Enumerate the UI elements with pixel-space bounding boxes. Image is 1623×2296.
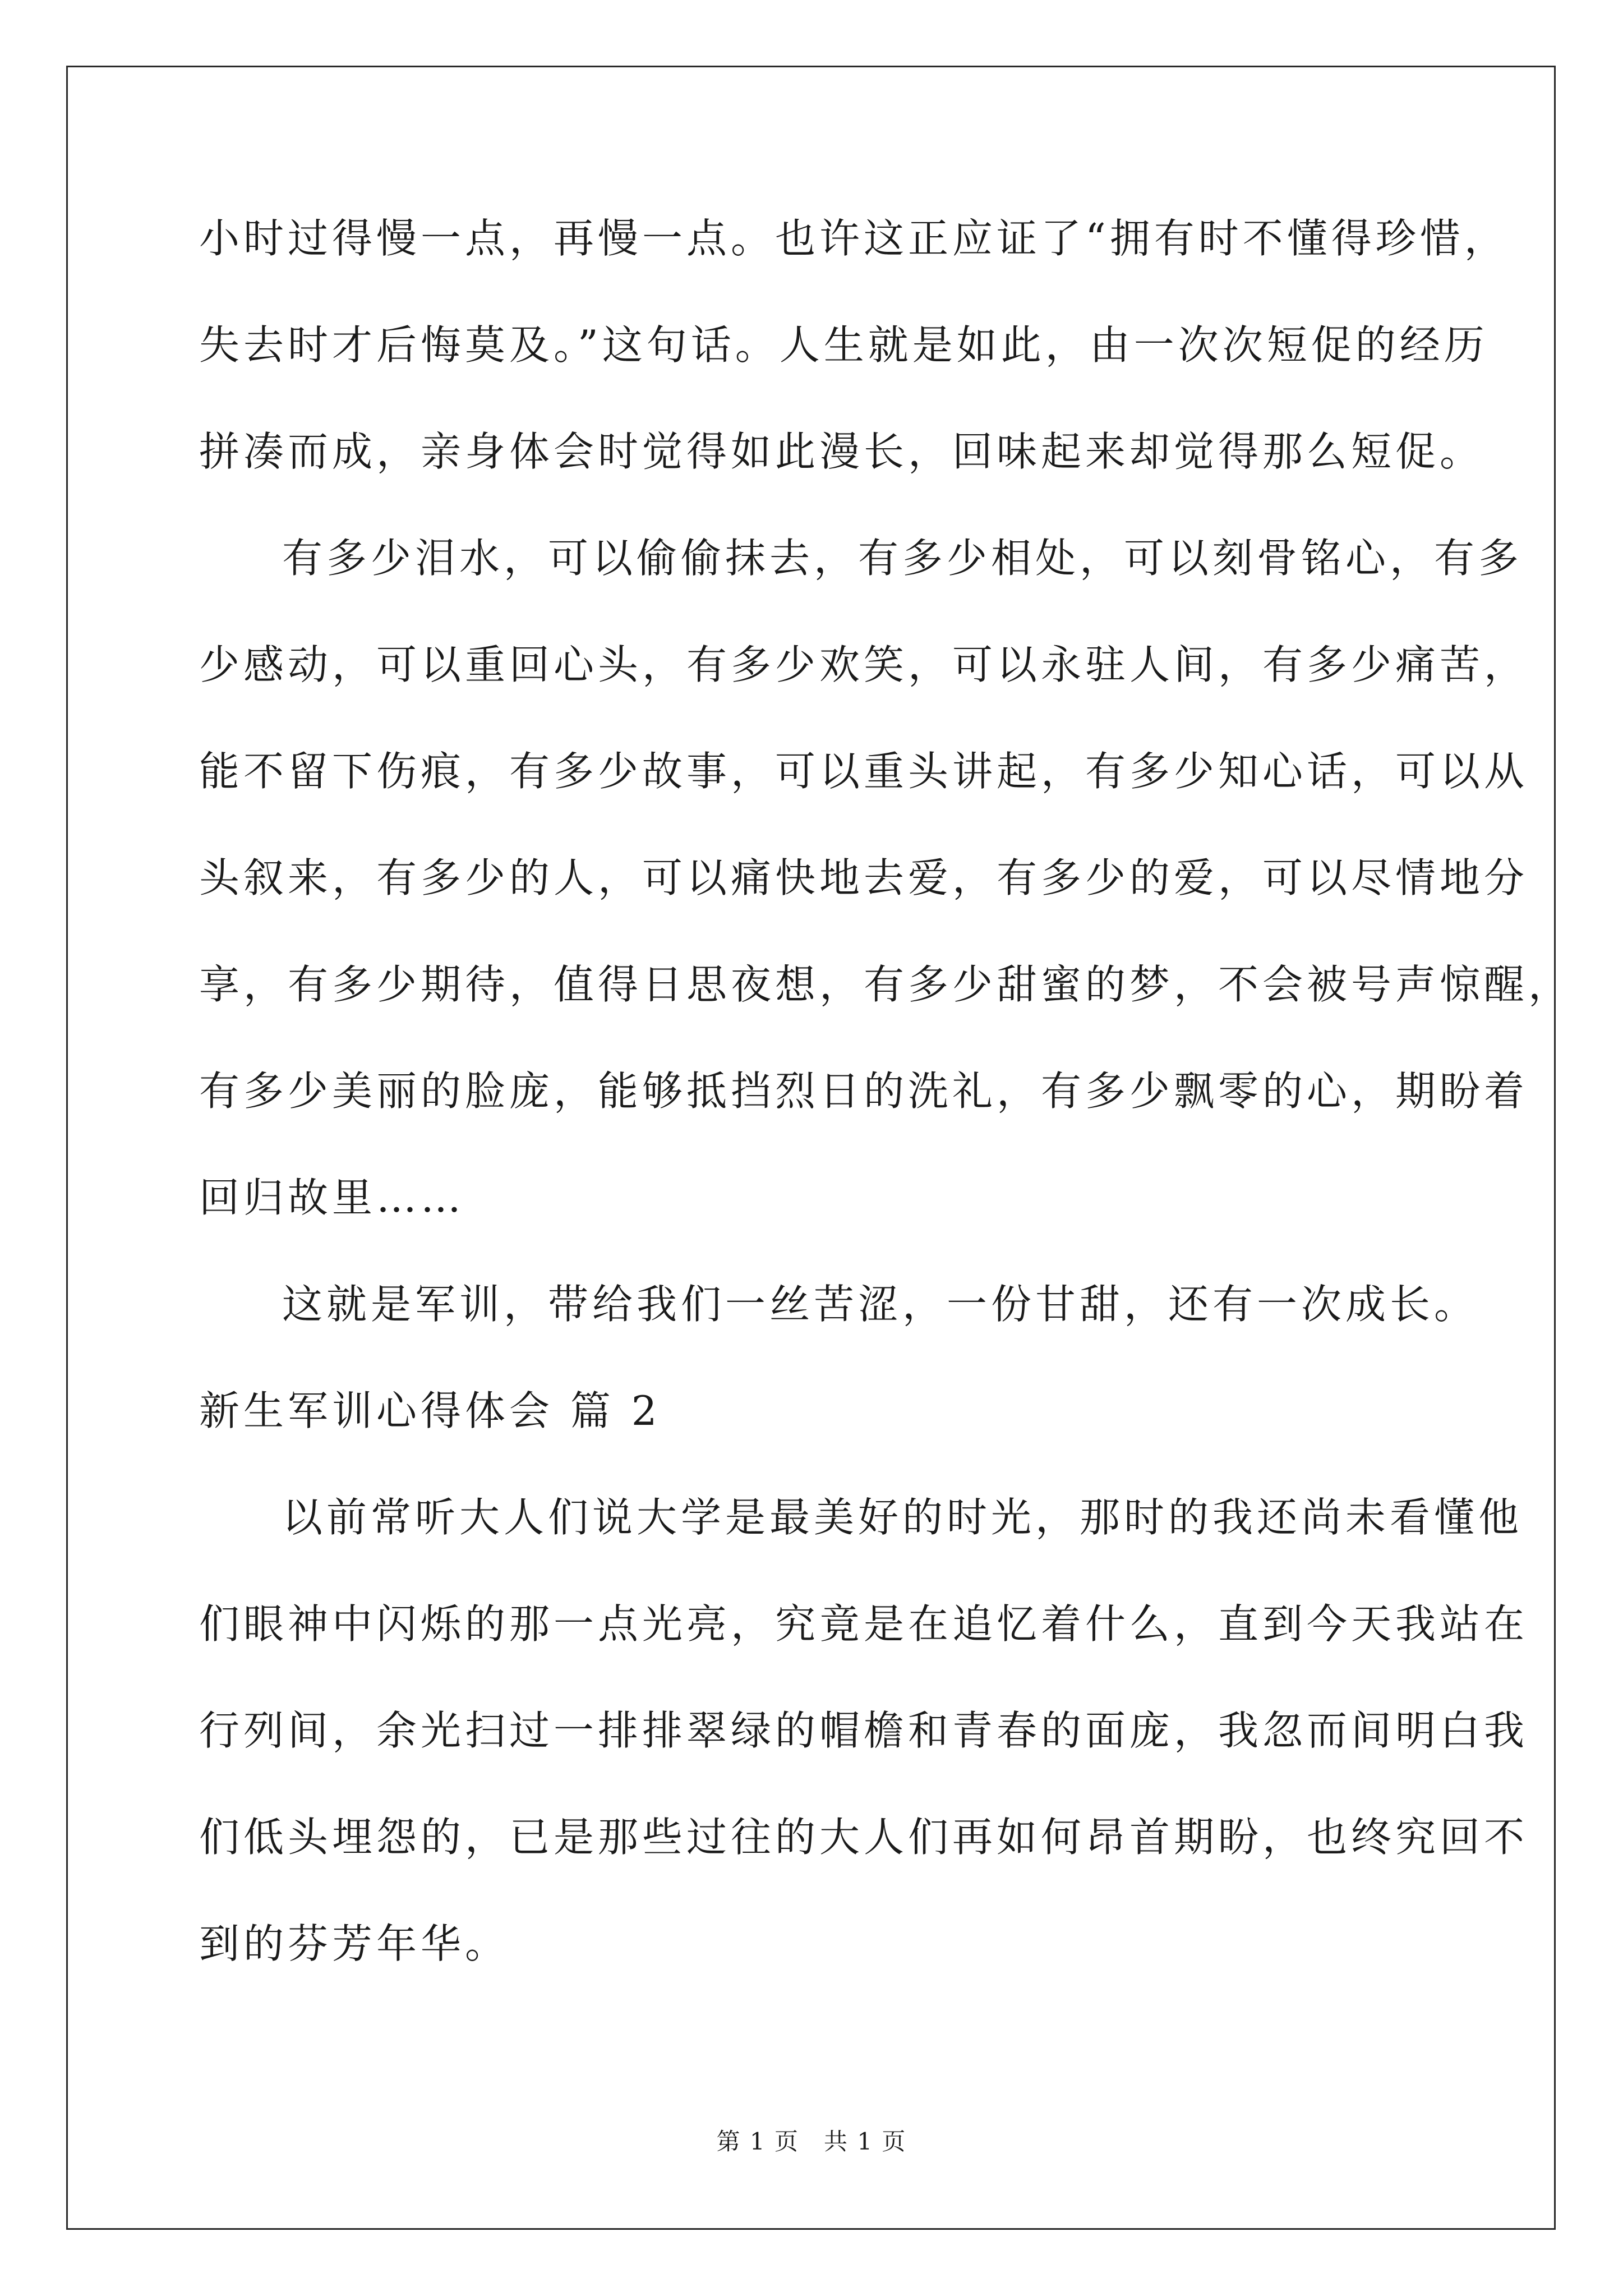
text-line: 回归故里…… [199,1174,465,1221]
text-line: 享，有多少期待，值得日思夜想，有多少甜蜜的梦，不会被号声惊醒， [199,961,1573,1008]
text-line: 头叙来，有多少的人，可以痛快地去爱，有多少的爱，可以尽情地分 [199,854,1529,901]
page-border [66,66,1556,2230]
paragraph-start-line: 以前常听大人们说大学是最美好的时光，那时的我还尚未看懂他 [282,1494,1523,1541]
paragraph-start-line: 这就是军训，带给我们一丝苦涩，一份甘甜，还有一次成长。 [282,1281,1479,1328]
text-line: 们眼神中闪烁的那一点光亮，究竟是在追忆着什么，直到今天我站在 [199,1600,1529,1648]
text-line: 们低头埋怨的，已是那些过往的大人们再如何昂首期盼，也终究回不 [199,1814,1529,1861]
text-line: 能不留下伤痕，有多少故事，可以重头讲起，有多少知心话，可以从 [199,748,1529,795]
section-heading: 新生军训心得体会 篇 2 [199,1387,661,1434]
page-number-footer: 第 1 页 共 1 页 [716,2128,907,2155]
text-line: 失去时才后悔莫及。”这句话。人生就是如此，由一次次短促的经历 [199,321,1488,369]
text-line: 少感动，可以重回心头，有多少欢笑，可以永驻人间，有多少痛苦， [199,641,1529,688]
text-line: 到的芬芳年华。 [199,1920,510,1967]
text-line: 有多少美丽的脸庞，能够抵挡烈日的洗礼，有多少飘零的心，期盼着 [199,1068,1529,1115]
text-line: 拼凑而成，亲身体会时觉得如此漫长，回味起来却觉得那么短促。 [199,428,1484,475]
text-line: 行列间，余光扫过一排排翠绿的帽檐和青春的面庞，我忽而间明白我 [199,1707,1529,1754]
paragraph-start-line: 有多少泪水，可以偷偷抹去，有多少相处，可以刻骨铭心，有多 [282,535,1523,582]
text-line: 小时过得慢一点，再慢一点。也许这正应证了“拥有时不懂得珍惜， [199,215,1509,262]
